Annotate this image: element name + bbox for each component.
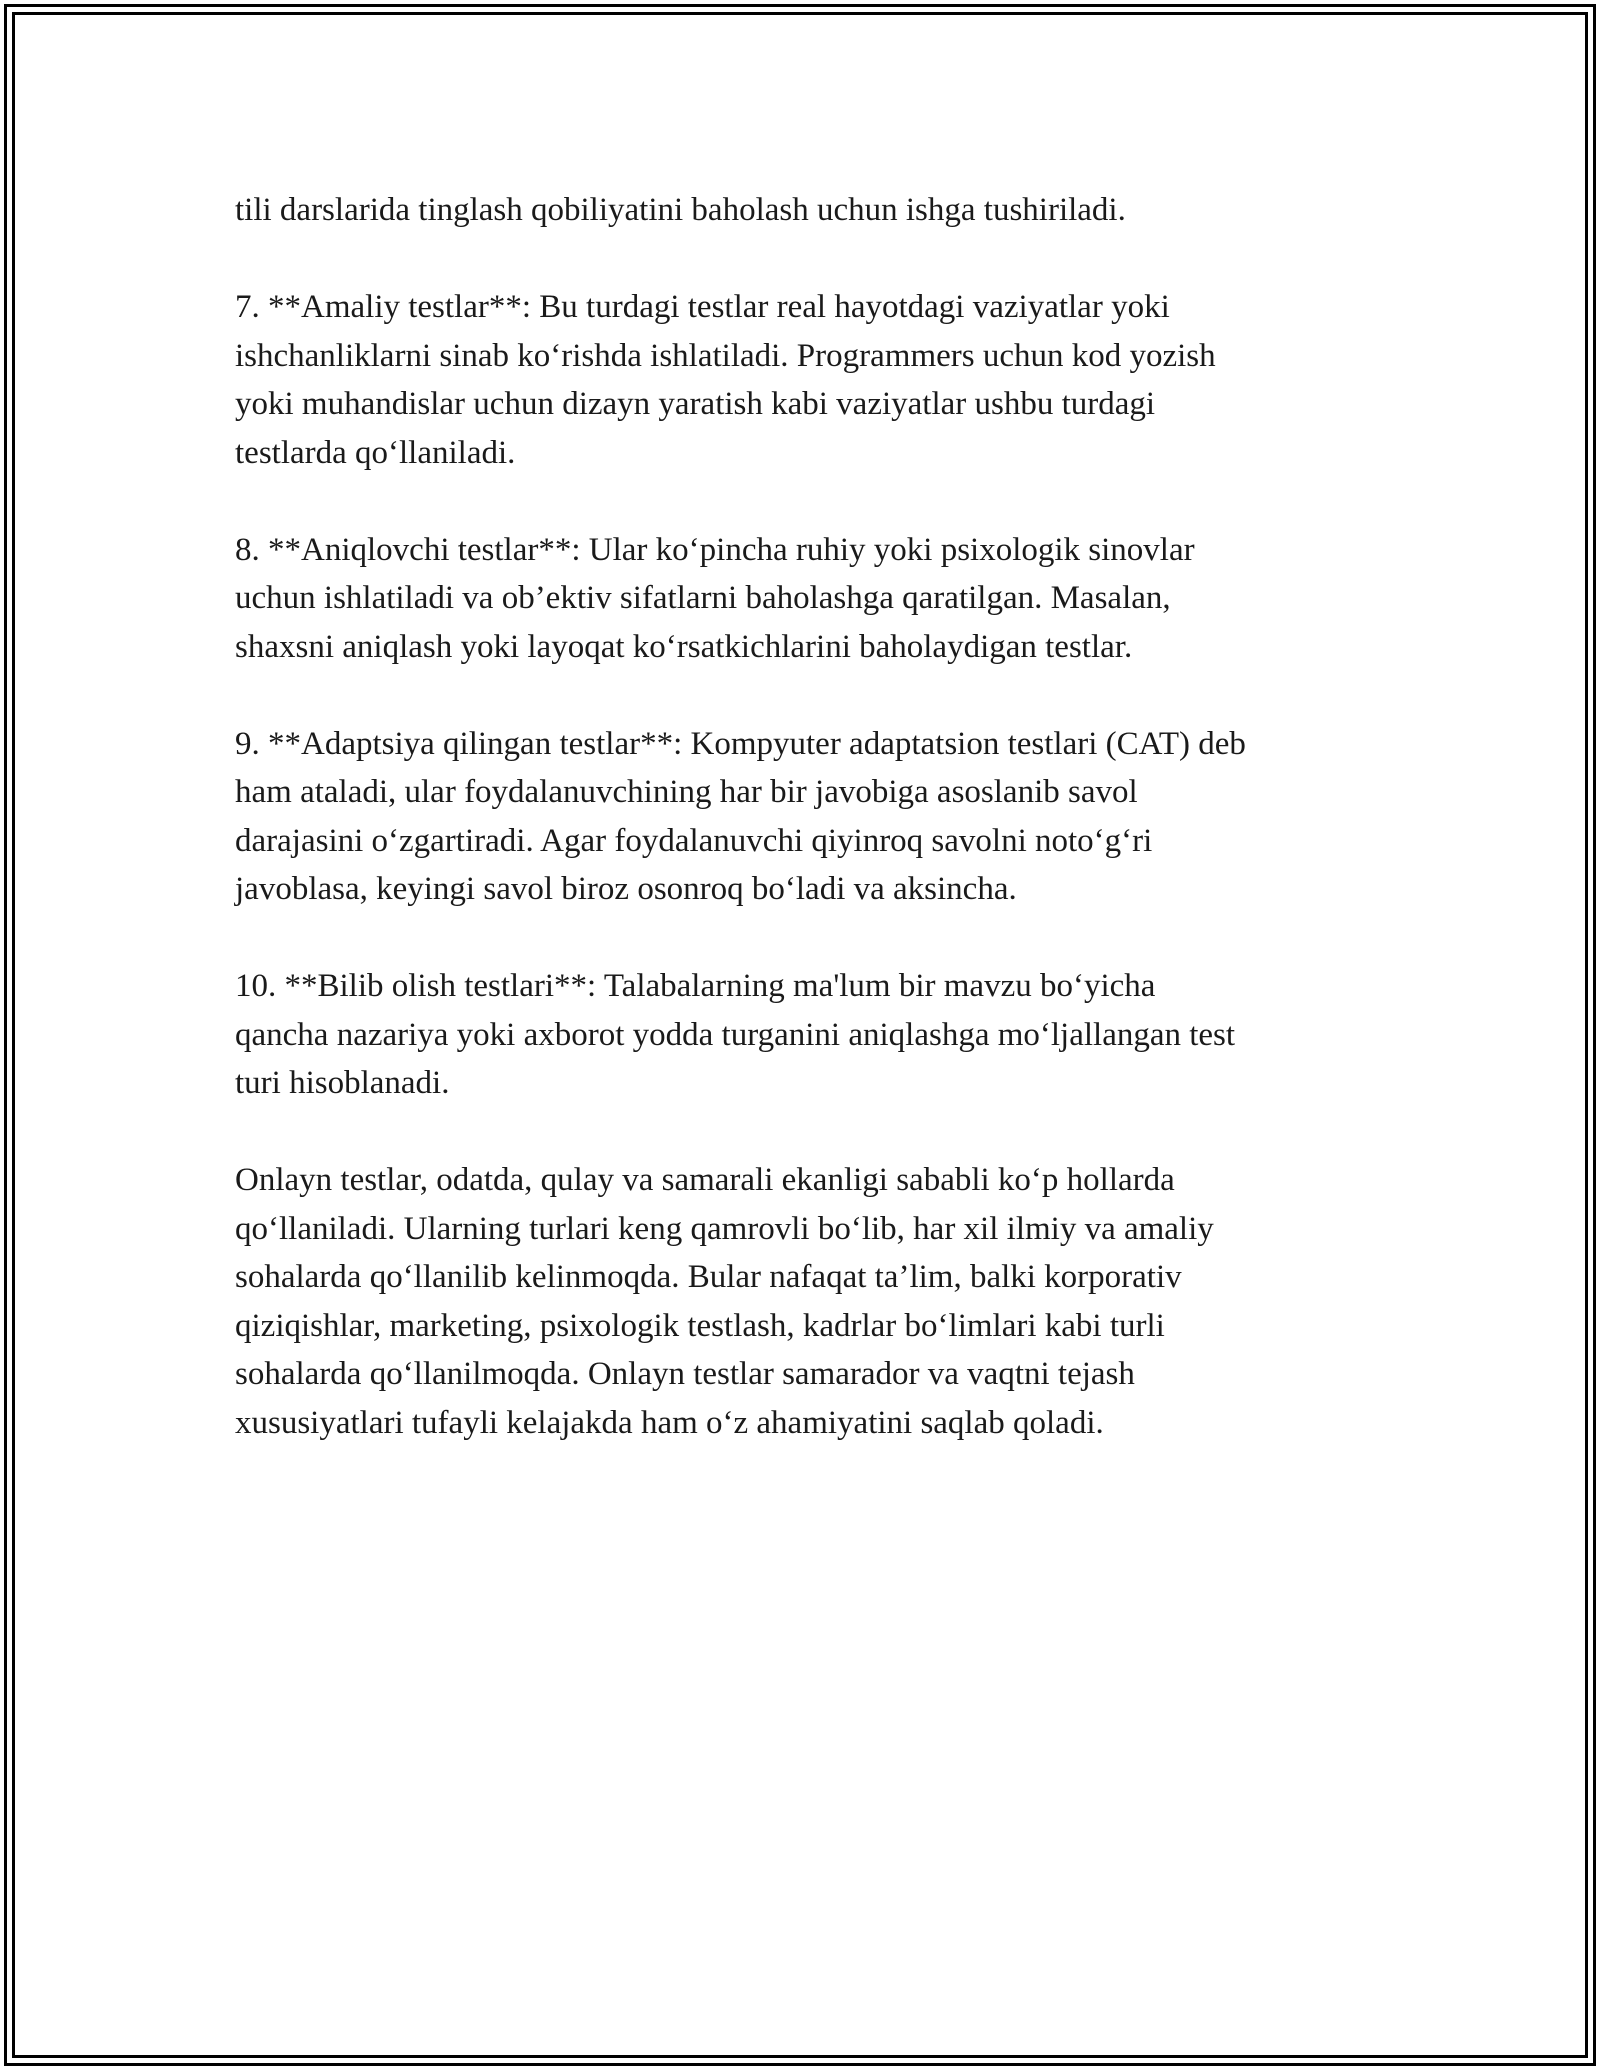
document-body [235, 186, 1385, 1496]
paragraph-continuation: tili darslarida tinglash qobiliyatini baholash uchun ishga tushiriladi. [235, 192, 1126, 228]
paragraph-conclusion: Onlayn testlar, odatda, qulay va samarali ekanligi sababli koʻp hollarda qoʻllaniladi. Ularning turlari keng qamrovli boʻlib, har xil ilmiy va amaliy sohalarda qoʻllanilib kelinmoqda. Bular nafaqat ta’lim, balki korporativ qiziqishlar, marketing, psixologik testlash, kadrlar boʻlimlari kabi turli sohalarda qoʻllanilmoqda. Onlayn testlar samarador va vaqtni tejash xususiyatlari tufayli kelajakda ham oʻz ahamiyatini saqlab qoladi. [235, 1162, 1214, 1441]
paragraph-item-8: 8. **Aniqlovchi testlar**: Ular koʻpincha ruhiy yoki psixologik sinovlar uchun ishlatiladi va ob’ektiv sifatlarni baholashga qaratilgan. Masalan, shaxsni aniqlash yoki layoqat koʻrsatkichlarini baholaydigan testlar. [235, 531, 1195, 665]
paragraph-item-10: 10. **Bilib olish testlari**: Talabalarning ma'lum bir mavzu boʻyicha qancha nazariya yoki axborot yodda turganini aniqlashga moʻljallangan test turi hisoblanadi. [235, 968, 1236, 1101]
paragraph-item-9: 9. **Adaptsiya qilingan testlar**: Kompyuter adaptatsion testlari (CAT) deb ham ataladi, ular foydalanuvchining har bir javobiga asoslanib savol darajasini oʻzgartiradi. Agar foydalanuvchi qiyinroq savolni notoʻgʻri javoblasa, keyingi savol biroz osonroq boʻladi va aksincha. [235, 725, 1246, 907]
paragraph-item-7: 7. **Amaliy testlar**: Bu turdagi testlar real hayotdagi vaziyatlar yoki ishchanliklarni sinab koʻrishda ishlatiladi. Programmers uchun kod yozish yoki muhandislar uchun dizayn yaratish kabi vaziyatlar ushbu turdagi testlarda qoʻllaniladi. [235, 289, 1216, 471]
